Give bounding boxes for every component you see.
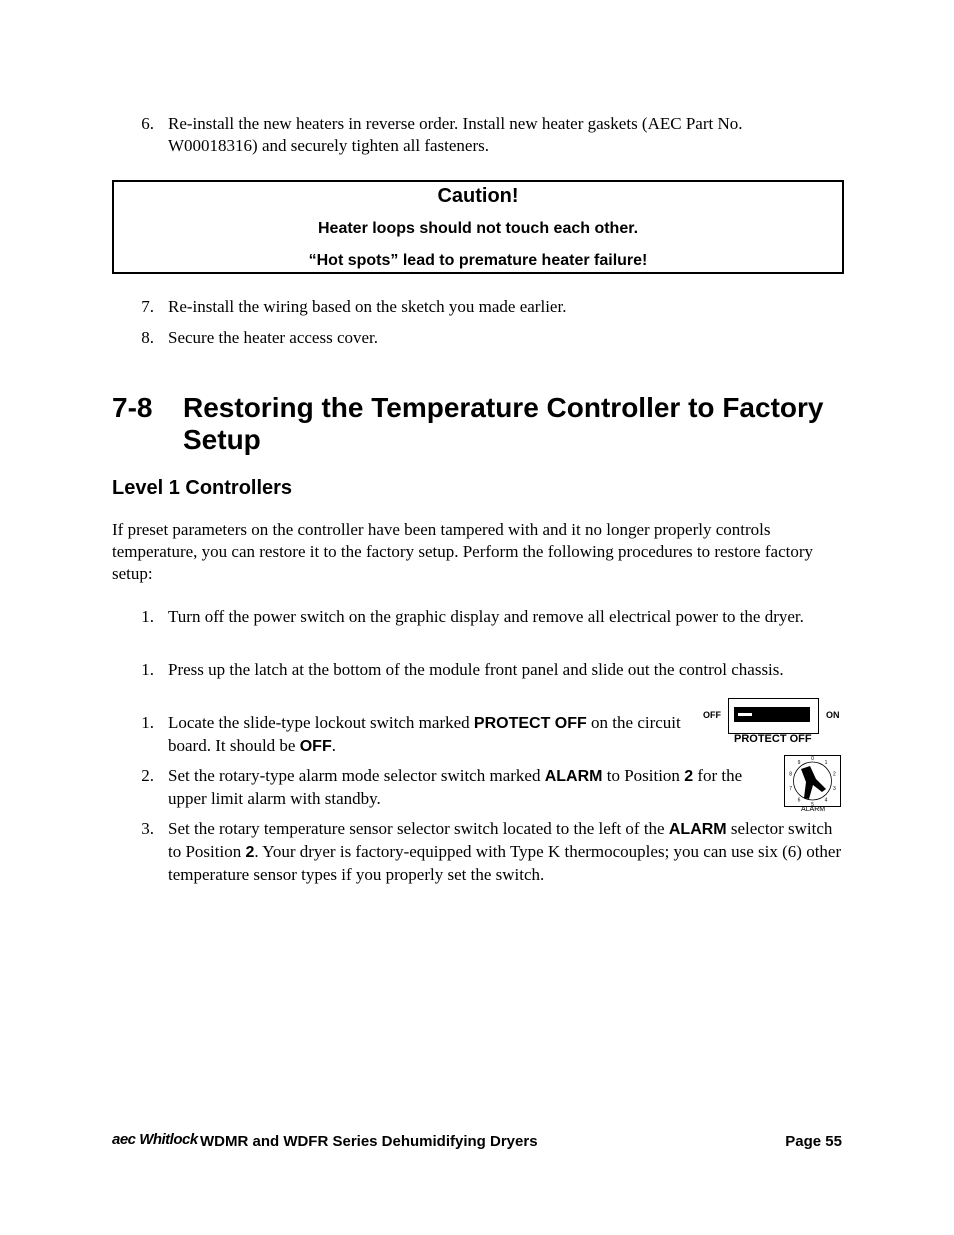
- step-number: 1.: [141, 713, 154, 732]
- caution-line-1: Heater loops should not touch each other.: [317, 220, 639, 237]
- dial-position-label: 2: [833, 771, 836, 778]
- step-text: Set the rotary-type alarm mode selector switch marked ALARM to Position 2 for the upper limit alarm with standby.: [168, 766, 743, 808]
- caution-box: [112, 180, 844, 274]
- bold-term: 2: [684, 768, 694, 785]
- step-number: 1.: [141, 607, 154, 626]
- bold-term: 2: [245, 844, 255, 861]
- alarm-dial-caption: ALARM: [801, 806, 826, 813]
- step-text: Turn off the power switch on the graphic display and remove all electrical power to the dryer.: [168, 607, 804, 626]
- alarm-dial-svg: [784, 755, 842, 807]
- page-footer: [112, 1130, 842, 1154]
- step-text: Locate the slide-type lockout switch marked PROTECT OFF on the circuit board. It should be OFF.: [168, 713, 681, 755]
- dial-position-label: 8: [789, 771, 792, 778]
- step-number: 2.: [141, 766, 154, 785]
- switch-housing: [728, 698, 819, 734]
- bold-term: ALARM: [544, 768, 603, 785]
- aec-whitlock-logo: aec Whitlock: [112, 1131, 198, 1148]
- dial-position-label: 3: [833, 785, 836, 792]
- step-8: [0, 327, 954, 349]
- dial-position-label: 4: [824, 797, 828, 804]
- step-number: 1.: [141, 660, 154, 679]
- switch-off-label: OFF: [703, 710, 721, 720]
- step-number: 8.: [141, 328, 154, 347]
- caution-title: Caution!: [437, 185, 519, 207]
- dial-position-label: 9: [797, 760, 801, 767]
- section-number: 7-8: [112, 392, 153, 423]
- bold-term: ALARM: [668, 821, 727, 838]
- procedure-step-1: [0, 606, 954, 650]
- alarm-dial-figure: [784, 755, 842, 817]
- step-text: Press up the latch at the bottom of the module front panel and slide out the control chassis.: [168, 660, 784, 679]
- switch-caption: PROTECT OFF: [734, 733, 812, 745]
- switch-on-label: ON: [826, 710, 840, 720]
- step-7: [0, 296, 954, 318]
- dial-position-label: 1: [824, 760, 828, 767]
- bold-term: PROTECT OFF: [473, 715, 587, 732]
- dial-position-label: 6: [797, 797, 801, 804]
- procedure-step-5: [0, 818, 954, 884]
- step-text: Re-install the wiring based on the sketch you made earlier.: [168, 297, 567, 316]
- step-6: [0, 113, 954, 157]
- switch-slot: [734, 707, 810, 722]
- protect-off-switch-figure: [700, 696, 845, 746]
- step-text: Set the rotary temperature sensor selector switch located to the left of the ALARM selector switch to Position 2. Your dryer is factory-equipped with Type K thermocouples; you can use six (6) other temperature sensor types if you properly set the switch.: [168, 819, 842, 884]
- step-number: 3.: [141, 819, 154, 838]
- caution-line-2: “Hot spots” lead to premature heater failure!: [308, 252, 648, 269]
- section-title: Restoring the Temperature Controller to Factory Setup: [183, 392, 824, 455]
- step-number: 6.: [141, 114, 154, 133]
- dial-position-label: 7: [789, 785, 792, 792]
- dial-position-label: 5: [811, 801, 814, 807]
- step-text: Re-install the new heaters in reverse order. Install new heater gaskets (AEC Part No. W00018316) and securely tighten all fasteners.: [168, 114, 743, 155]
- footer-doc-title: WDMR and WDFR Series Dehumidifying Dryers: [200, 1133, 538, 1150]
- intro-paragraph: If preset parameters on the controller have been tampered with and it no longer properly controls temperature, you can restore it to the factory setup. Perform the following procedures to restore factory setup:: [112, 520, 813, 583]
- bold-term: OFF: [299, 738, 332, 755]
- subsection-heading: Level 1 Controllers: [112, 477, 293, 499]
- dial-position-label: 0: [811, 755, 814, 762]
- switch-slider: [738, 713, 752, 716]
- step-text: Secure the heater access cover.: [168, 328, 379, 347]
- footer-page-number: Page 55: [785, 1133, 842, 1150]
- step-number: 7.: [141, 297, 154, 316]
